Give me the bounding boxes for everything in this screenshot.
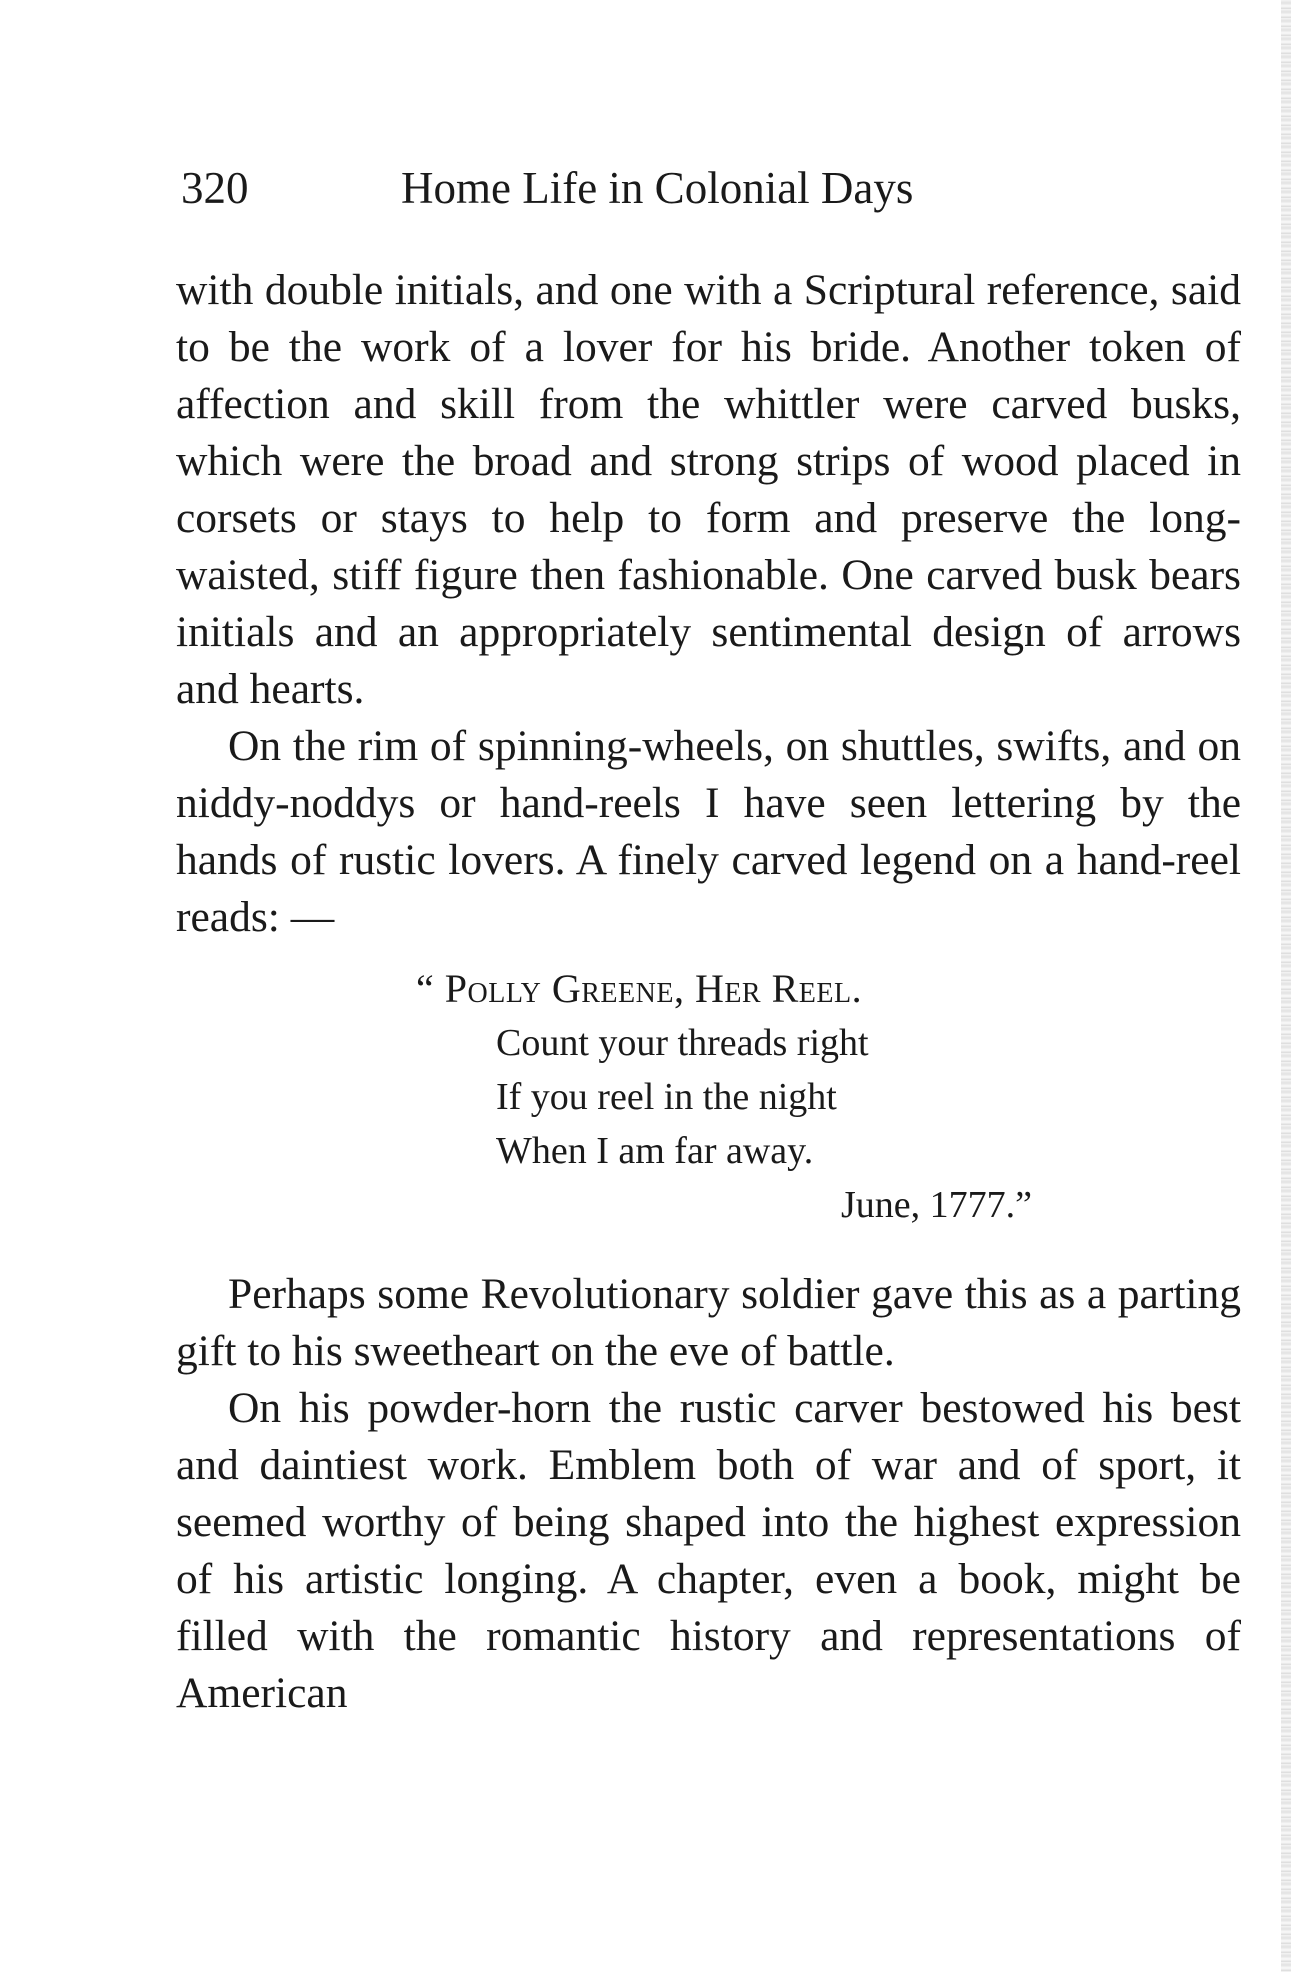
text-block	[176, 262, 1241, 1722]
paragraph-continued: with double initials, and one with a Scriptural reference, said to be the work of a lover for his bride. Another token of affection and skill from the whittler were carved busks, which were the broad and strong strips of wood placed in corsets or stays to help to form and preserve the long-waisted, stiff figure then fashionable. One carved busk bears initials and an appropriately sentimental design of arrows and hearts.	[176, 266, 1241, 713]
paragraph-revolutionary-soldier: Perhaps some Revolutionary soldier gave this as a parting gift to his sweetheart on the eve of battle.	[176, 1270, 1241, 1375]
reel-inscription	[176, 962, 1241, 1232]
paragraph-spinning-wheels: On the rim of spinning-wheels, on shuttles, swifts, and on niddy-noddys or hand-reels I have seen lettering by the hands of rustic lovers. A finely carved legend on a hand-reel reads: —	[176, 722, 1241, 941]
running-head	[181, 158, 1041, 218]
inscription-line: When I am far away.	[496, 1130, 814, 1172]
inscription-line: If you reel in the night	[496, 1076, 837, 1118]
paragraph-powder-horn: On his powder-horn the rustic carver bestowed his best and daintiest work. Emblem both of war and of sport, it seemed worthy of being shaped into the highest expression of his artistic longing. A chapter, even a book, might be filled with the romantic history and representations of American	[176, 1384, 1241, 1717]
inscription-line: Count your threads right	[496, 1022, 869, 1064]
inscription-date: June, 1777.”	[841, 1184, 1033, 1226]
page-number: 320	[181, 163, 249, 213]
running-title: Home Life in Colonial Days	[401, 163, 914, 213]
inscription-heading: “ Polly Greene, Her Reel.	[416, 966, 863, 1011]
spacer	[176, 1252, 1241, 1266]
page-edge	[1281, 0, 1291, 1972]
